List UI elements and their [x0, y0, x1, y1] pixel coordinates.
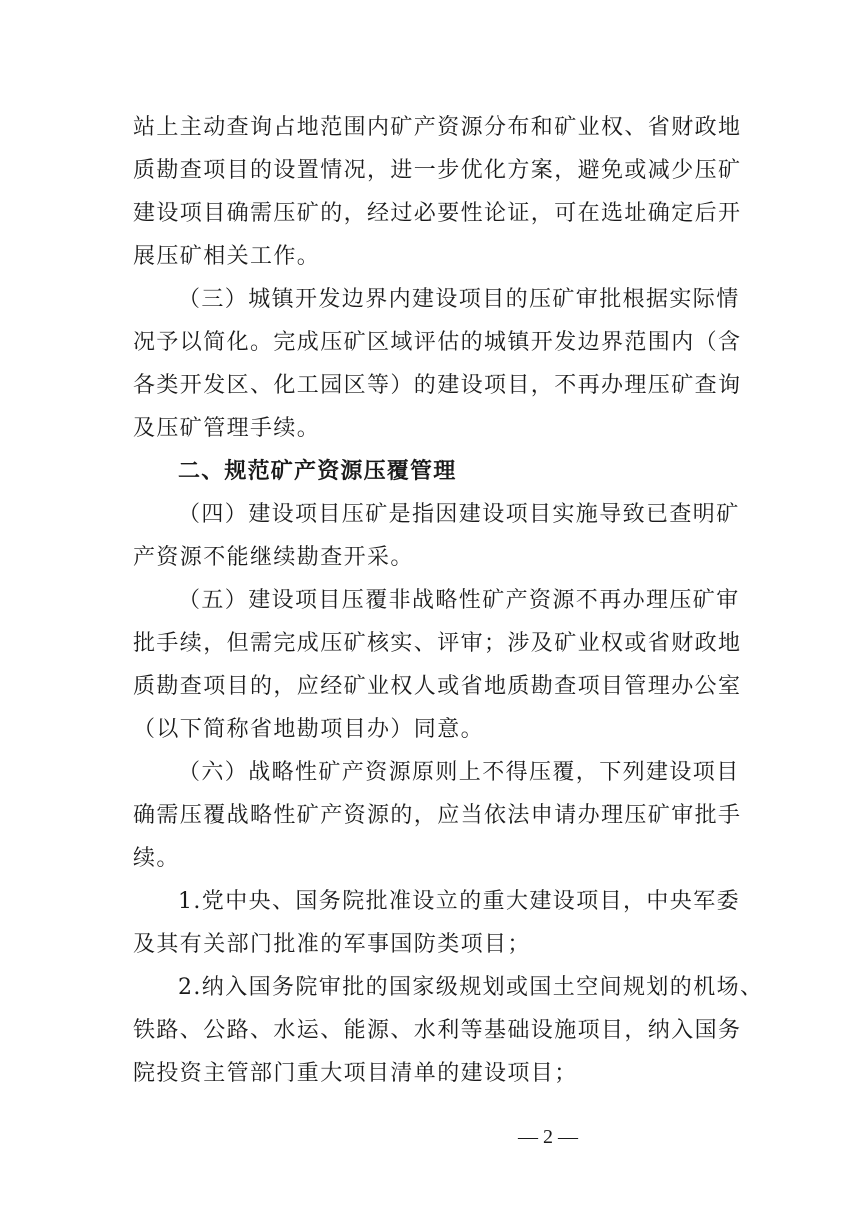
paragraph-4-first-line: （四）建设项目压矿是指因建设项目实施导致已查明矿 — [178, 502, 740, 527]
paragraph-5-first-line: （五）建设项目压覆非战略性矿产资源不再办理压矿审 — [178, 588, 740, 613]
list-item-1-first-line: 1.党中央、国务院批准设立的重大建设项目，中央军委 — [178, 889, 740, 914]
body-text-line: 质勘查项目的，应经矿业权人或省地质勘查项目管理办公室 — [133, 674, 742, 699]
body-text-line: 站上主动查询占地范围内矿产资源分布和矿业权、省财政地 — [133, 115, 742, 140]
body-text-line: 确需压覆战略性矿产资源的，应当依法申请办理压矿审批手 — [133, 803, 742, 828]
body-text-line: 产资源不能继续勘查开采。 — [133, 545, 414, 570]
body-text-line: 及其有关部门批准的军事国防类项目； — [133, 932, 531, 957]
body-text-line: 展压矿相关工作。 — [133, 244, 321, 269]
body-text-line: 各类开发区、化工园区等）的建设项目，不再办理压矿查询 — [133, 373, 742, 398]
section-heading: 二、规范矿产资源压覆管理 — [178, 459, 457, 484]
body-text-line: 批手续，但需完成压矿核实、评审；涉及矿业权或省财政地 — [133, 631, 742, 656]
body-text-line: 况予以简化。完成压矿区域评估的城镇开发边界范围内（含 — [133, 330, 742, 355]
body-text-line: 续。 — [133, 846, 180, 871]
body-text-line: 铁路、公路、水运、能源、水利等基础设施项目，纳入国务 — [133, 1018, 742, 1043]
paragraph-3-first-line: （三）城镇开发边界内建设项目的压矿审批根据实际情 — [178, 287, 740, 312]
list-item-2-first-line: 2.纳入国务院审批的国家级规划或国土空间规划的机场、 — [178, 975, 764, 1000]
paragraph-6-first-line: （六）战略性矿产资源原则上不得压覆，下列建设项目 — [178, 760, 740, 785]
body-text-line: 质勘查项目的设置情况，进一步优化方案，避免或减少压矿 — [133, 158, 742, 183]
body-text-line: 及压矿管理手续。 — [133, 416, 321, 441]
body-text-line: （以下简称省地勘项目办）同意。 — [133, 717, 485, 742]
page-number: — 2 — — [518, 1126, 578, 1148]
body-text-line: 建设项目确需压矿的，经过必要性论证，可在选址确定后开 — [133, 201, 742, 226]
body-text-line: 院投资主管部门重大项目清单的建设项目； — [133, 1061, 578, 1086]
